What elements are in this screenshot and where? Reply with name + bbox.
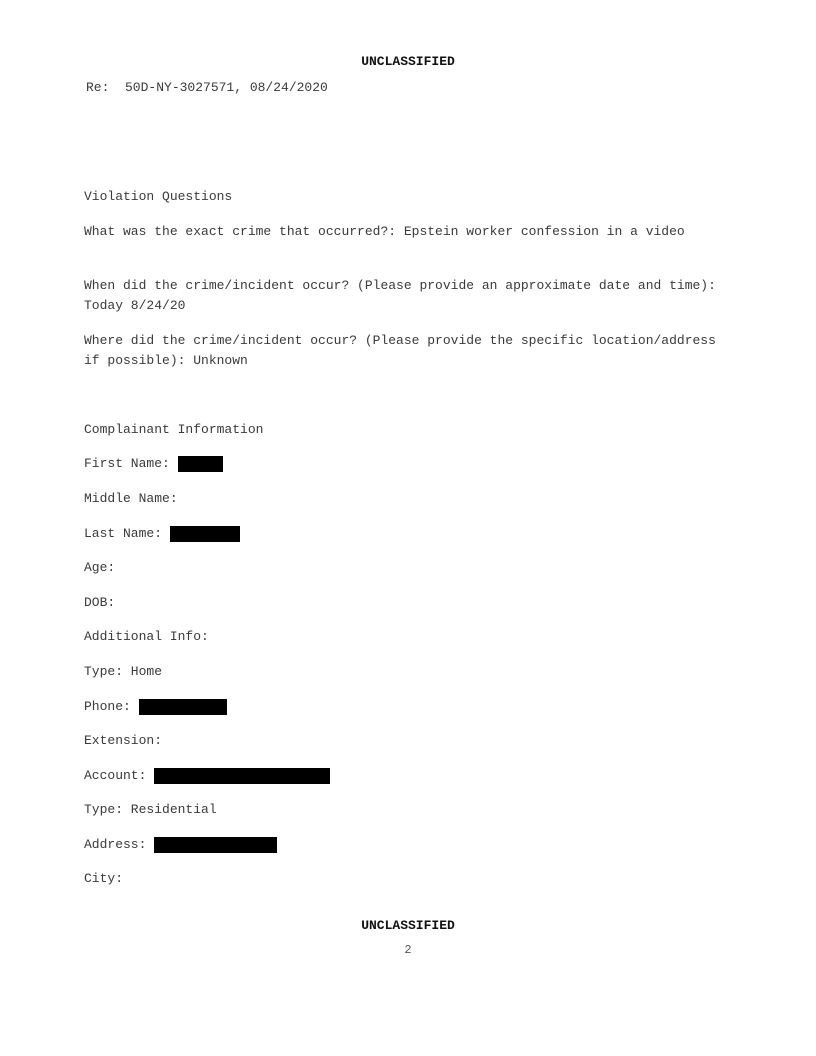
redaction-box [154,837,277,853]
age-field [84,558,115,578]
extension-field [84,731,162,751]
city-label: City: [84,871,124,886]
first-name-field [84,454,223,474]
violation-question-crime: What was the exact crime that occurred?: Epstein worker confession in a video [84,224,685,239]
address-label: Address: [84,837,147,852]
age-label: Age: [84,560,116,575]
violation-heading: Violation Questions [84,189,233,204]
last-name-label: Last Name: [84,526,163,541]
redaction-box [170,526,240,542]
page-number: 2 [404,943,412,957]
last-name-field [84,524,240,544]
complainant-heading: Complainant Information [84,422,264,437]
additional-info-field [84,627,209,647]
account-label: Account: [84,768,147,783]
redaction-box [178,456,223,472]
dob-label: DOB: [84,595,116,610]
phone-label: Phone: [84,699,131,714]
redaction-box [154,768,330,784]
account-field [84,766,330,786]
type-home-label: Type: Home [84,664,163,679]
reference-line: Re: 50D-NY-3027571, 08/24/2020 [86,80,328,95]
type-residential-label: Type: Residential [84,802,217,817]
header-classification: UNCLASSIFIED [361,54,455,69]
middle-name-field [84,489,178,509]
phone-field [84,697,227,717]
additional-info-label: Additional Info: [84,629,209,644]
violation-question-when: When did the crime/incident occur? (Please provide an approximate date and time): Today 8/24/20 [84,278,724,313]
redaction-box [139,699,227,715]
extension-label: Extension: [84,733,163,748]
address-field [84,835,277,855]
type-residential-field [84,800,217,820]
city-field [84,869,123,889]
first-name-label: First Name: [84,456,170,471]
middle-name-label: Middle Name: [84,491,178,506]
type-home-field [84,662,162,682]
violation-question-where: Where did the crime/incident occur? (Please provide the specific location/address if possible): Unknown [84,333,724,368]
footer-classification: UNCLASSIFIED [361,918,455,933]
dob-field [84,593,115,613]
